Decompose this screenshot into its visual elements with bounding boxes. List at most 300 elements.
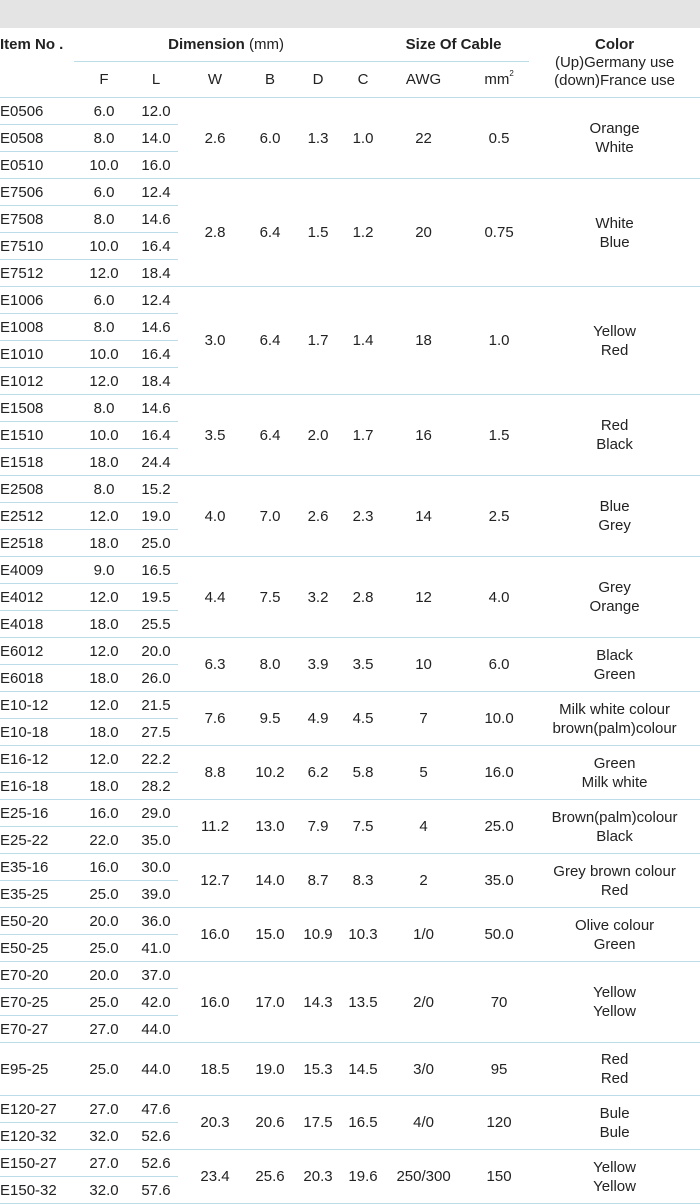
l-cell: 35.0	[134, 827, 178, 854]
color-cell	[529, 98, 700, 179]
f-cell: 10.0	[74, 341, 134, 368]
color-cell	[529, 287, 700, 395]
table-row	[0, 395, 700, 422]
c-cell: 1.2	[348, 179, 378, 287]
item-no-cell: E2518	[0, 530, 74, 557]
header-size-of-cable: Size Of Cable	[378, 28, 529, 62]
color-france: Green	[593, 665, 636, 683]
header-col-b: B	[252, 62, 288, 98]
l-cell: 19.5	[134, 584, 178, 611]
item-no-cell: E1518	[0, 449, 74, 476]
w-cell: 8.8	[178, 746, 252, 800]
color-cell	[529, 1043, 700, 1096]
color-cell	[529, 638, 700, 692]
l-cell: 42.0	[134, 989, 178, 1016]
f-cell: 6.0	[74, 179, 134, 206]
header-blank	[0, 62, 74, 98]
color-cell	[529, 557, 700, 638]
header-col-awg: AWG	[378, 62, 469, 98]
item-no-cell: E6012	[0, 638, 74, 665]
f-cell: 22.0	[74, 827, 134, 854]
color-cell	[529, 1096, 700, 1150]
item-no-cell: E10-18	[0, 719, 74, 746]
d-cell: 3.9	[288, 638, 348, 692]
l-cell: 16.5	[134, 557, 178, 584]
l-cell: 19.0	[134, 503, 178, 530]
color-france: Black	[596, 827, 633, 845]
table-row	[0, 854, 700, 881]
mm2-cell: 50.0	[469, 908, 529, 962]
l-cell: 39.0	[134, 881, 178, 908]
color-germany: Grey	[598, 579, 631, 596]
header-dimension-label: Dimension	[168, 36, 245, 53]
w-cell: 3.0	[178, 287, 252, 395]
l-cell: 18.4	[134, 368, 178, 395]
table-row	[0, 1096, 700, 1123]
color-france: Milk white	[581, 773, 648, 791]
f-cell: 8.0	[74, 314, 134, 341]
b-cell: 10.2	[252, 746, 288, 800]
item-no-cell: E7512	[0, 260, 74, 287]
color-cell	[529, 692, 700, 746]
color-france: Grey	[598, 517, 631, 534]
item-no-cell: E2512	[0, 503, 74, 530]
w-cell: 3.5	[178, 395, 252, 476]
l-cell: 47.6	[134, 1096, 178, 1123]
table-row	[0, 98, 700, 125]
table-row	[0, 962, 700, 989]
b-cell: 6.4	[252, 179, 288, 287]
d-cell: 1.5	[288, 179, 348, 287]
color-germany: Yellow	[593, 984, 636, 1001]
l-cell: 14.6	[134, 395, 178, 422]
b-cell: 6.4	[252, 395, 288, 476]
awg-cell: 5	[378, 746, 469, 800]
f-cell: 27.0	[74, 1096, 134, 1123]
f-cell: 25.0	[74, 935, 134, 962]
b-cell: 25.6	[252, 1150, 288, 1204]
color-cell	[529, 179, 700, 287]
color-france: Bule	[599, 1123, 630, 1141]
item-no-cell: E7510	[0, 233, 74, 260]
c-cell: 8.3	[348, 854, 378, 908]
w-cell: 16.0	[178, 962, 252, 1043]
item-no-cell: E4009	[0, 557, 74, 584]
color-cell	[529, 962, 700, 1043]
table-row	[0, 638, 700, 665]
mm2-cell: 150	[469, 1150, 529, 1204]
header-dimension-unit: (mm)	[248, 36, 284, 53]
color-cell	[529, 395, 700, 476]
c-cell: 14.5	[348, 1043, 378, 1096]
item-no-cell: E50-25	[0, 935, 74, 962]
b-cell: 15.0	[252, 908, 288, 962]
b-cell: 17.0	[252, 962, 288, 1043]
w-cell: 2.8	[178, 179, 252, 287]
mm2-cell: 10.0	[469, 692, 529, 746]
mm2-cell: 25.0	[469, 800, 529, 854]
table-row	[0, 287, 700, 314]
color-cell	[529, 746, 700, 800]
header-col-mm2	[469, 62, 529, 98]
f-cell: 27.0	[74, 1016, 134, 1043]
item-no-cell: E35-25	[0, 881, 74, 908]
item-no-cell: E10-12	[0, 692, 74, 719]
b-cell: 6.0	[252, 98, 288, 179]
w-cell: 4.0	[178, 476, 252, 557]
c-cell: 1.7	[348, 395, 378, 476]
d-cell: 4.9	[288, 692, 348, 746]
color-cell	[529, 854, 700, 908]
color-germany: Green	[593, 754, 636, 772]
d-cell: 17.5	[288, 1096, 348, 1150]
f-cell: 25.0	[74, 1043, 134, 1096]
f-cell: 18.0	[74, 611, 134, 638]
l-cell: 36.0	[134, 908, 178, 935]
c-cell: 1.0	[348, 98, 378, 179]
l-cell: 52.6	[134, 1123, 178, 1150]
w-cell: 20.3	[178, 1096, 252, 1150]
awg-cell: 3/0	[378, 1043, 469, 1096]
color-germany: Olive colour	[574, 916, 655, 934]
b-cell: 7.5	[252, 557, 288, 638]
f-cell: 10.0	[74, 152, 134, 179]
item-no-cell: E0510	[0, 152, 74, 179]
f-cell: 8.0	[74, 125, 134, 152]
awg-cell: 4	[378, 800, 469, 854]
d-cell: 14.3	[288, 962, 348, 1043]
header-col-mm-sup: 2	[509, 69, 514, 78]
color-france: Red	[600, 341, 629, 359]
spec-table	[0, 28, 700, 1204]
header-col-l: L	[134, 62, 178, 98]
item-no-cell: E7508	[0, 206, 74, 233]
f-cell: 8.0	[74, 476, 134, 503]
item-no-cell: E1012	[0, 368, 74, 395]
color-germany: Blue	[599, 498, 630, 515]
item-no-cell: E4018	[0, 611, 74, 638]
table-row	[0, 476, 700, 503]
item-no-cell: E1508	[0, 395, 74, 422]
color-france: brown(palm)colour	[552, 719, 677, 737]
color-germany: Yellow	[593, 1158, 636, 1176]
b-cell: 13.0	[252, 800, 288, 854]
item-no-cell: E16-12	[0, 746, 74, 773]
d-cell: 2.6	[288, 476, 348, 557]
color-france: Orange	[589, 598, 640, 615]
awg-cell: 22	[378, 98, 469, 179]
l-cell: 12.4	[134, 287, 178, 314]
f-cell: 12.0	[74, 368, 134, 395]
c-cell: 2.3	[348, 476, 378, 557]
f-cell: 18.0	[74, 665, 134, 692]
color-france: Red	[600, 1070, 629, 1087]
l-cell: 16.4	[134, 341, 178, 368]
header-col-w: W	[178, 62, 252, 98]
d-cell: 2.0	[288, 395, 348, 476]
b-cell: 8.0	[252, 638, 288, 692]
mm2-cell: 95	[469, 1043, 529, 1096]
f-cell: 8.0	[74, 206, 134, 233]
l-cell: 57.6	[134, 1177, 178, 1204]
w-cell: 7.6	[178, 692, 252, 746]
awg-cell: 18	[378, 287, 469, 395]
b-cell: 19.0	[252, 1043, 288, 1096]
color-germany: Grey brown colour	[553, 862, 676, 880]
d-cell: 6.2	[288, 746, 348, 800]
l-cell: 30.0	[134, 854, 178, 881]
w-cell: 2.6	[178, 98, 252, 179]
color-cell	[529, 476, 700, 557]
w-cell: 11.2	[178, 800, 252, 854]
mm2-cell: 1.5	[469, 395, 529, 476]
f-cell: 6.0	[74, 98, 134, 125]
b-cell: 6.4	[252, 287, 288, 395]
l-cell: 15.2	[134, 476, 178, 503]
b-cell: 14.0	[252, 854, 288, 908]
mm2-cell: 4.0	[469, 557, 529, 638]
item-no-cell: E95-25	[0, 1043, 74, 1096]
header-color-line2: (down)France use	[554, 71, 676, 89]
color-cell	[529, 800, 700, 854]
c-cell: 7.5	[348, 800, 378, 854]
table-row	[0, 557, 700, 584]
awg-cell: 12	[378, 557, 469, 638]
l-cell: 16.4	[134, 422, 178, 449]
d-cell: 10.9	[288, 908, 348, 962]
l-cell: 28.2	[134, 773, 178, 800]
c-cell: 1.4	[348, 287, 378, 395]
color-france: Green	[593, 935, 636, 953]
color-germany: Red	[600, 1051, 629, 1068]
f-cell: 25.0	[74, 881, 134, 908]
color-germany: Black	[596, 646, 633, 664]
w-cell: 4.4	[178, 557, 252, 638]
color-france: Black	[596, 436, 633, 453]
color-germany: Yellow	[593, 322, 636, 340]
f-cell: 32.0	[74, 1177, 134, 1204]
color-germany: Orange	[589, 120, 640, 137]
item-no-cell: E1510	[0, 422, 74, 449]
f-cell: 32.0	[74, 1123, 134, 1150]
f-cell: 16.0	[74, 854, 134, 881]
f-cell: 20.0	[74, 962, 134, 989]
mm2-cell: 70	[469, 962, 529, 1043]
f-cell: 10.0	[74, 422, 134, 449]
awg-cell: 250/300	[378, 1150, 469, 1204]
item-no-cell: E70-25	[0, 989, 74, 1016]
awg-cell: 20	[378, 179, 469, 287]
color-france: Blue	[599, 233, 630, 251]
f-cell: 12.0	[74, 638, 134, 665]
mm2-cell: 16.0	[469, 746, 529, 800]
b-cell: 7.0	[252, 476, 288, 557]
c-cell: 3.5	[348, 638, 378, 692]
awg-cell: 1/0	[378, 908, 469, 962]
header-color	[529, 28, 700, 98]
l-cell: 25.5	[134, 611, 178, 638]
header-col-mm-label: mm	[484, 71, 510, 88]
l-cell: 27.5	[134, 719, 178, 746]
item-no-cell: E4012	[0, 584, 74, 611]
w-cell: 12.7	[178, 854, 252, 908]
mm2-cell: 35.0	[469, 854, 529, 908]
color-germany: Brown(palm)colour	[551, 808, 678, 826]
d-cell: 7.9	[288, 800, 348, 854]
c-cell: 16.5	[348, 1096, 378, 1150]
table-row	[0, 908, 700, 935]
l-cell: 12.4	[134, 179, 178, 206]
c-cell: 4.5	[348, 692, 378, 746]
item-no-cell: E35-16	[0, 854, 74, 881]
c-cell: 19.6	[348, 1150, 378, 1204]
f-cell: 8.0	[74, 395, 134, 422]
f-cell: 6.0	[74, 287, 134, 314]
header-col-d: D	[288, 62, 348, 98]
item-no-cell: E120-32	[0, 1123, 74, 1150]
color-germany: White	[595, 214, 634, 232]
f-cell: 9.0	[74, 557, 134, 584]
item-no-cell: E70-20	[0, 962, 74, 989]
c-cell: 5.8	[348, 746, 378, 800]
mm2-cell: 2.5	[469, 476, 529, 557]
c-cell: 10.3	[348, 908, 378, 962]
color-cell	[529, 1150, 700, 1204]
c-cell: 2.8	[348, 557, 378, 638]
item-no-cell: E0508	[0, 125, 74, 152]
awg-cell: 10	[378, 638, 469, 692]
mm2-cell: 120	[469, 1096, 529, 1150]
f-cell: 12.0	[74, 584, 134, 611]
l-cell: 14.6	[134, 314, 178, 341]
awg-cell: 16	[378, 395, 469, 476]
l-cell: 44.0	[134, 1043, 178, 1096]
f-cell: 25.0	[74, 989, 134, 1016]
l-cell: 14.6	[134, 206, 178, 233]
f-cell: 20.0	[74, 908, 134, 935]
l-cell: 44.0	[134, 1016, 178, 1043]
item-no-cell: E1006	[0, 287, 74, 314]
d-cell: 1.7	[288, 287, 348, 395]
b-cell: 9.5	[252, 692, 288, 746]
l-cell: 25.0	[134, 530, 178, 557]
f-cell: 12.0	[74, 503, 134, 530]
l-cell: 21.5	[134, 692, 178, 719]
item-no-cell: E70-27	[0, 1016, 74, 1043]
table-row	[0, 179, 700, 206]
color-cell	[529, 908, 700, 962]
l-cell: 16.4	[134, 233, 178, 260]
f-cell: 12.0	[74, 692, 134, 719]
top-banner	[0, 0, 700, 28]
header-dimension	[74, 28, 378, 62]
l-cell: 14.0	[134, 125, 178, 152]
item-no-cell: E50-20	[0, 908, 74, 935]
awg-cell: 2/0	[378, 962, 469, 1043]
table-body	[0, 98, 700, 1204]
c-cell: 13.5	[348, 962, 378, 1043]
awg-cell: 14	[378, 476, 469, 557]
l-cell: 20.0	[134, 638, 178, 665]
item-no-cell: E0506	[0, 98, 74, 125]
l-cell: 29.0	[134, 800, 178, 827]
color-germany: Bule	[599, 1104, 630, 1122]
awg-cell: 7	[378, 692, 469, 746]
header-color-title: Color	[594, 35, 635, 53]
mm2-cell: 0.75	[469, 179, 529, 287]
d-cell: 20.3	[288, 1150, 348, 1204]
item-no-cell: E120-27	[0, 1096, 74, 1123]
f-cell: 18.0	[74, 719, 134, 746]
l-cell: 41.0	[134, 935, 178, 962]
l-cell: 52.6	[134, 1150, 178, 1177]
mm2-cell: 6.0	[469, 638, 529, 692]
l-cell: 24.4	[134, 449, 178, 476]
color-france: Yellow	[593, 1003, 636, 1020]
color-france: Yellow	[593, 1177, 636, 1195]
item-no-cell: E1010	[0, 341, 74, 368]
l-cell: 22.2	[134, 746, 178, 773]
mm2-cell: 1.0	[469, 287, 529, 395]
f-cell: 18.0	[74, 530, 134, 557]
table-row	[0, 692, 700, 719]
table-row	[0, 1150, 700, 1177]
f-cell: 16.0	[74, 800, 134, 827]
l-cell: 16.0	[134, 152, 178, 179]
color-france: White	[595, 139, 634, 156]
d-cell: 8.7	[288, 854, 348, 908]
item-no-cell: E1008	[0, 314, 74, 341]
f-cell: 18.0	[74, 449, 134, 476]
header-item-no: Item No .	[0, 36, 64, 54]
mm2-cell: 0.5	[469, 98, 529, 179]
f-cell: 27.0	[74, 1150, 134, 1177]
f-cell: 18.0	[74, 773, 134, 800]
color-france: Red	[600, 881, 629, 899]
table-row	[0, 1043, 700, 1096]
item-no-cell: E25-16	[0, 800, 74, 827]
table-row	[0, 800, 700, 827]
header-col-c: C	[348, 62, 378, 98]
d-cell: 1.3	[288, 98, 348, 179]
awg-cell: 4/0	[378, 1096, 469, 1150]
l-cell: 26.0	[134, 665, 178, 692]
item-no-cell: E16-18	[0, 773, 74, 800]
item-no-cell: E6018	[0, 665, 74, 692]
l-cell: 12.0	[134, 98, 178, 125]
l-cell: 18.4	[134, 260, 178, 287]
w-cell: 6.3	[178, 638, 252, 692]
item-no-cell: E150-32	[0, 1177, 74, 1204]
color-germany: Milk white colour	[559, 700, 671, 718]
w-cell: 23.4	[178, 1150, 252, 1204]
l-cell: 37.0	[134, 962, 178, 989]
d-cell: 3.2	[288, 557, 348, 638]
w-cell: 18.5	[178, 1043, 252, 1096]
d-cell: 15.3	[288, 1043, 348, 1096]
awg-cell: 2	[378, 854, 469, 908]
item-no-cell: E150-27	[0, 1150, 74, 1177]
item-no-cell: E7506	[0, 179, 74, 206]
f-cell: 10.0	[74, 233, 134, 260]
header-col-f: F	[74, 62, 134, 98]
f-cell: 12.0	[74, 260, 134, 287]
f-cell: 12.0	[74, 746, 134, 773]
b-cell: 20.6	[252, 1096, 288, 1150]
item-no-cell: E25-22	[0, 827, 74, 854]
header-color-line1: (Up)Germany use	[554, 53, 675, 71]
w-cell: 16.0	[178, 908, 252, 962]
